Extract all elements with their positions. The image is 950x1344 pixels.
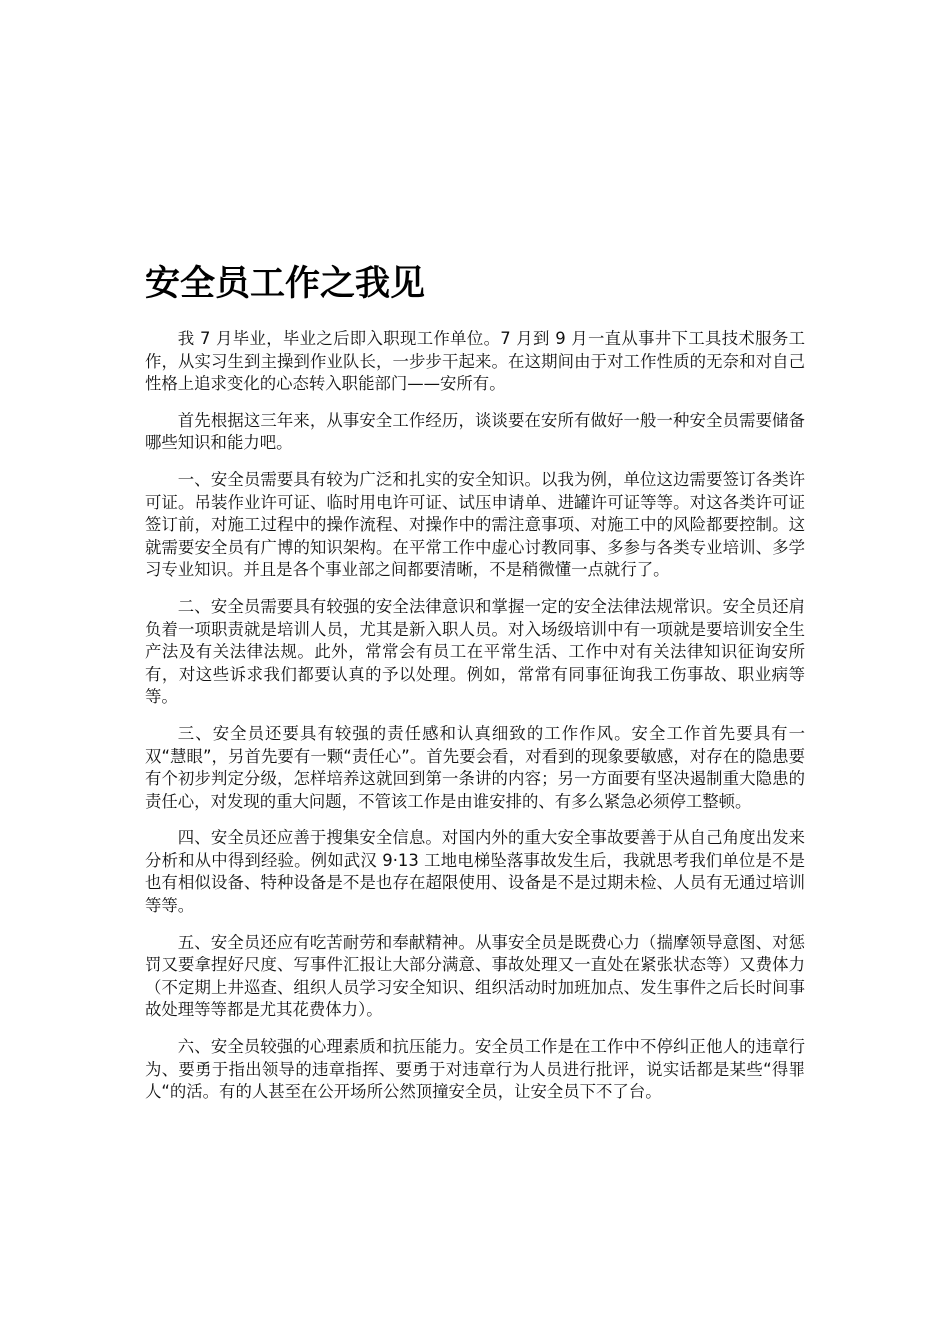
paragraph-overview: 首先根据这三年来，从事安全工作经历，谈谈要在安所有做好一般一种安全员需要储备哪些知识和能力吧。 [145,410,805,453]
paragraph-intro: 我 7 月毕业，毕业之后即入职现工作单位。7 月到 9 月一直从事井下工具技术服务工作，从实习生到主操到作业队长，一步步干起来。在这期间由于对工作性质的无奈和对自己性格上追求变化的心态转入职能部门——安所有。 [145,329,805,394]
paragraph-point-3: 三、安全员还要具有较强的责任感和认真细致的工作作风。安全工作首先要具有一双“慧眼”，另首先要有一颗“责任心”。首先要会看，对看到的现象要敏感，对存在的隐患要有个初步判定分级，怎样培养这就回到第一条讲的内容；另一方面要有坚决遏制重大隐患的责任心，对发现的重大问题，不管该工作是由谁安排的、有多么紧急必须停工整顿。 [145,723,805,811]
document-page [145,258,805,1118]
paragraph-point-5: 五、安全员还应有吃苦耐劳和奉献精神。从事安全员是既费心力（揣摩领导意图、对惩罚又要拿捏好尺度、写事件汇报让大部分满意、事故处理又一直处在紧张状态等）又费体力（不定期上井巡查、组织人员学习安全知识、组织活动时加班加点、发生事件之后长时间事故处理等等都是尤其花费体力）。 [145,932,805,1020]
paragraph-point-2: 二、安全员需要具有较强的安全法律意识和掌握一定的安全法律法规常识。安全员还肩负着一项职责就是培训人员，尤其是新入职人员。对入场级培训中有一项就是要培训安全生产法及有关法律法规。此外，常常会有员工在平常生活、工作中对有关法律知识征询安所有，对这些诉求我们都要认真的予以处理。例如，常常有同事征询我工伤事故、职业病等等。 [145,596,805,707]
paragraph-point-4: 四、安全员还应善于搜集安全信息。对国内外的重大安全事故要善于从自己角度出发来分析和从中得到经验。例如武汉 9·13 工地电梯坠落事故发生后，我就思考我们单位是不是也有相似设备、特种设备是不是也存在超限使用、设备是不是过期未检、人员有无通过培训等等。 [145,828,805,916]
paragraph-point-6: 六、安全员较强的心理素质和抗压能力。安全员工作是在工作中不停纠正他人的违章行为、要勇于指出领导的违章指挥、要勇于对违章行为人员进行批评，说实话都是某些“得罪人“的活。有的人甚至在公开场所公然顶撞安全员，让安全员下不了台。 [145,1037,805,1102]
paragraph-point-1: 一、安全员需要具有较为广泛和扎实的安全知识。以我为例，单位这边需要签订各类许可证。吊装作业许可证、临时用电许可证、试压申请单、进罐许可证等等。对这各类许可证签订前，对施工过程中的操作流程、对操作中的需注意事项、对施工中的风险都要控制。这就需要安全员有广博的知识架构。在平常工作中虚心讨教同事、多参与各类专业培训、多学习专业知识。并且是各个事业部之间都要清晰，不是稍微懂一点就行了。 [145,469,805,580]
document-title: 安全员工作之我见 [145,264,426,304]
